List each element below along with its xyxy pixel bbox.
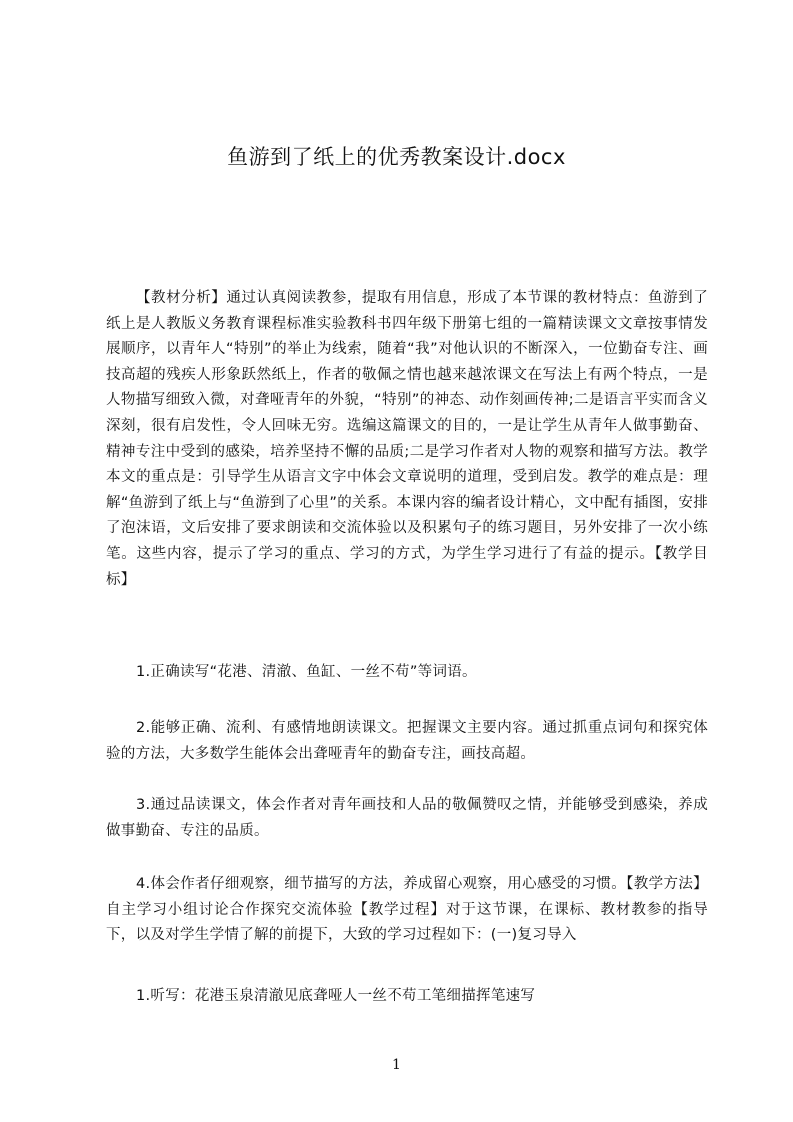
dictation-item: 1.听写：花港玉泉清澈见底聋哑人一丝不苟工笔细描挥笔速写 bbox=[136, 988, 536, 1004]
objective-4-and-process: 4.体会作者仔细观察，细节描写的方法，养成留心观察，用心感受的习惯。【教学方法】自主学习小组讨论合作探究交流体验【教学过程】对于这节课，在课标、教材教参的指导下，以及对学生学情了解的前提下，大致的学习过程如下：(一)复习导入 bbox=[106, 876, 708, 944]
objective-2: 2.能够正确、流利、有感情地朗读课文。把握课文主要内容。通过抓重点词句和探究体验的方法，大多数学生能体会出聋哑青年的勤奋专注，画技高超。 bbox=[106, 720, 708, 762]
document-title: 鱼游到了纸上的优秀教案设计.docx bbox=[227, 145, 566, 169]
objective-3: 3.通过品读课文，体会作者对青年画技和人品的敬佩赞叹之情，并能够受到感染，养成做事勤奋、专注的品质。 bbox=[106, 797, 708, 839]
textbook-analysis-paragraph: 【教材分析】通过认真阅读教参，提取有用信息，形成了本节课的教材特点：鱼游到了纸上是人教版义务教育课程标准实验教科书四年级下册第七组的一篇精读课文文章按事情发展顺序，以青年人“特别”的举止为线索，随着“我”对他认识的不断深入，一位勤奋专注、画技高超的残疾人形象跃然纸上，作者的敬佩之情也越来越浓课文在写法上有两个特点，一是人物描写细致入微，对聋哑青年的外貌，“特别”的神态、动作刻画传神;二是语言平实而含义深刻，很有启发性，令人回味无穷。选编这篇课文的目的，一是让学生从青年人做事勤奋、精神专注中受到的感染，培养坚持不懈的品质;二是学习作者对人物的观察和描写方法。教学本文的重点是：引导学生从语言文字中体会文章说明的道理，受到启发。教学的难点是：理解“鱼游到了纸上与“鱼游到了心里”的关系。本课内容的编者设计精心，文中配有插图，安排了泡沫语，文后安排了要求朗读和交流体验以及积累句子的练习题目，另外安排了一次小练笔。这些内容，提示了学习的重点、学习的方式，为学生学习进行了有益的提示。【教学目标】 bbox=[106, 290, 708, 588]
objective-1: 1.正确读写“花港、清澈、鱼缸、一丝不苟”等词语。 bbox=[136, 664, 477, 680]
page-number: 1 bbox=[392, 1057, 401, 1073]
